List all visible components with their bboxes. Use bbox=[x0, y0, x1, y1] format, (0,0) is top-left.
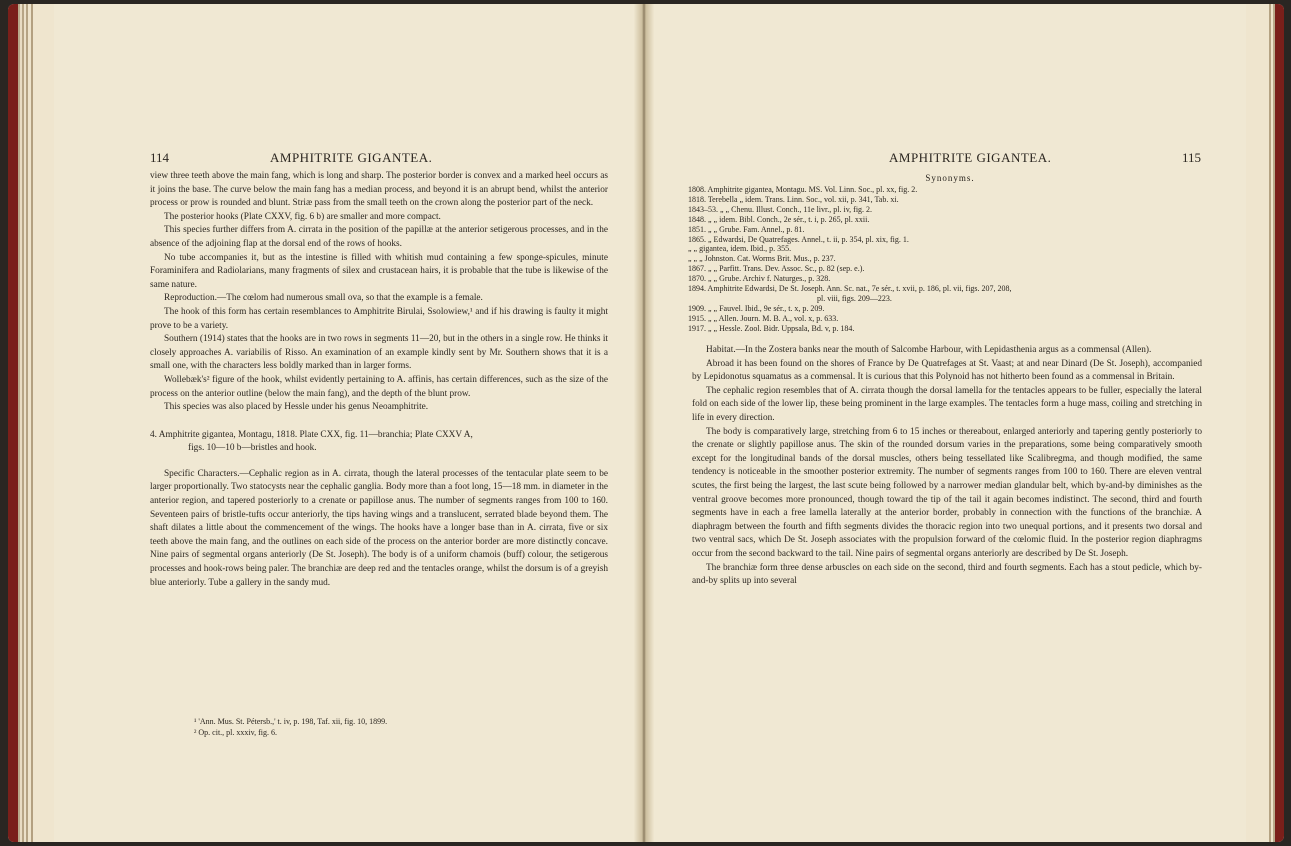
footnotes bbox=[150, 716, 608, 738]
synonym-entry: 1917. „ „ Hessle. Zool. Bidr. Uppsala, Bd. v, p. 184. bbox=[688, 323, 855, 333]
synonym-entry: 1848. „ „ idem. Bibl. Conch., 2e sér., t. i, p. 265, pl. xxii. bbox=[688, 214, 870, 224]
synonym-entry: 1909. „ „ Fauvel. Ibid., 9e sér., t. x, p. 209. bbox=[688, 303, 825, 313]
synonym-entry: 1867. „ „ Parfitt. Trans. Dev. Assoc. Sc., p. 82 (sep. e.). bbox=[688, 264, 865, 274]
paragraph: Abroad it has been found on the shores of France by De Quatrefages at St. Vaast; at and near Dinard (De St. Joseph), accompanied by Lepidonotus squamatus as a commensal. It is curious that this Polynoid has not hitherto been found as a commensal in Britain. bbox=[692, 358, 1202, 383]
synonym-entry: 1865. „ Edwardsi, De Quatrefages. Annel., t. ii, p. 354, pl. xix, fig. 1. bbox=[688, 234, 909, 244]
paragraph: The posterior hooks (Plate CXXV, fig. 6 b) are smaller and more compact. bbox=[164, 211, 441, 222]
synonym-entry: „ „ gigantea, idem. Ibid., p. 355. bbox=[688, 244, 792, 254]
paragraph: Reproduction.—The cœlom had numerous small ova, so that the example is a female. bbox=[164, 293, 483, 304]
running-head: AMPHITRITE GIGANTEA. bbox=[889, 150, 1052, 165]
footnote: ¹ 'Ann. Mus. St. Pétersb.,' t. iv, p. 198, Taf. xii, fig. 10, 1899. bbox=[194, 717, 388, 726]
page-number: 114 bbox=[150, 150, 170, 165]
synonym-entry: 1808. Amphitrite gigantea, Montagu. MS. Vol. Linn. Soc., pl. xx, fig. 2. bbox=[688, 185, 918, 194]
gutter bbox=[634, 4, 654, 842]
paragraph: The branchiæ form three dense arbuscles on each side on the second, third and fourth segments. Each has a stout pedicle, which by-and-by splits up into several bbox=[692, 562, 1202, 587]
paragraph: The body is comparatively large, stretching from 6 to 15 inches or thereabout, enlarged anteriorly and tapering gently posteriorly to the crenate or slightly papillose anus. The skin of the rounded dorsum varies in the preparations, some being comparatively smooth except for the longitudinal bands of the dorsal muscles, others being tessellated like Scalibregma, and though modified, the same tendency is noticeable in the smoother posterior extremity. The number of segments ranges from 100 to 160. There are eleven ventral scutes, the first being the largest, the last scute being followed by a narrower median glandular belt, which by-and-by diminishes as the ventral groove becomes more pronounced, though toward the tip of the tail it again becomes indistinct. The second, third and fourth segments have in each a free lamella laterally at the anterior border, probably in connection with the functions of the branchiæ. A diaphragm between the fourth and fifth segments divides the thoracic region into two unequal portions, and it presents two dorsal and two ventral sacs, which De St. Joseph associates with the propulsion forward of the cœlomic fluid. In the posterior region diaphragms occur from the second backward to the tail. Nine pairs of segmental organs anteriorly are described by De St. Joseph. bbox=[692, 426, 1202, 559]
paragraph: 4. Amphitrite gigantea, Montagu, 1818. Plate CXX, fig. 11—branchia; Plate CXXV A, bbox=[150, 429, 473, 440]
left-page bbox=[54, 4, 634, 842]
synonym-list bbox=[688, 185, 1198, 334]
right-page bbox=[654, 4, 1246, 842]
synonym-entry: 1818. Terebella „ idem. Trans. Linn. Soc., vol. xii, p. 341, Tab. xi. bbox=[688, 194, 899, 204]
paragraph: figs. 10—10 b—bristles and hook. bbox=[188, 443, 317, 454]
left-page-edges bbox=[8, 4, 54, 842]
paragraph: The hook of this form has certain resemblances to Amphitrite Birulai, Ssolowiew,¹ and if his drawing is faulty it might prove to be a variety. bbox=[150, 306, 608, 331]
running-head: AMPHITRITE GIGANTEA. bbox=[270, 150, 433, 165]
left-body-text bbox=[150, 170, 608, 590]
synonym-entry: 1843–53. „ „ Chenu. Illust. Conch., 11e livr., pl. iv, fig. 2. bbox=[688, 204, 873, 214]
synonym-entry: 1851. „ „ Grube. Fam. Annel., p. 81. bbox=[688, 224, 805, 234]
page-number: 115 bbox=[1182, 150, 1202, 165]
paragraph: This species further differs from A. cirrata in the position of the papillæ at the anterior setigerous processes, and in the absence of the adjoining flap at the dorsal end of the rows of hooks. bbox=[150, 225, 608, 249]
synonym-entry: pl. viii, figs. 209—223. bbox=[817, 293, 892, 303]
paragraph: Southern (1914) states that the hooks are in two rows in segments 11—20, but in the others in a single row. He thinks it closely approaches A. variabilis of Risso. An examination of an example kindly sent by Mr. Southern shows that it is a small one, with the characters less boldly marked than in larger forms. bbox=[150, 334, 608, 372]
synonym-entry: 1915. „ „ Allen. Journ. M. B. A., vol. x, p. 633. bbox=[688, 313, 839, 323]
paragraph: Habitat.—In the Zostera banks near the mouth of Salcombe Harbour, with Lepidasthenia argus as a commensal (Allen). bbox=[706, 345, 1152, 355]
right-body-text bbox=[692, 344, 1202, 589]
paragraph: view three teeth above the main fang, which is long and sharp. The posterior border is convex and a marked heel occurs as it joins the base. The curve below the main fang has a median process, and beyond it is an abrupt bend, whilst the anterior process or prow is rounded and blunt. Striæ pass from the small teeth on the crown along the posterior part of the neck. bbox=[150, 171, 608, 209]
paragraph: No tube accompanies it, but as the intestine is filled with whitish mud containing a few sponge-spicules, minute Foraminifera and Radiolarians, many fragments of silex and crustacean hairs, it is probable that the tube is likewise of the same nature. bbox=[150, 252, 608, 290]
paragraph: Specific Characters.—Cephalic region as in A. cirrata, though the lateral processes of the tentacular plate seem to be larger proportionally. Two statocysts near the cephalic ganglia. Body more than a foot long, 15—18 mm. in diameter in the anterior region, and tapered posteriorly to a crenate or papillose anus. The number of segments ranges from 100 to 160. Seventeen pairs of bristle-tufts occur anteriorly, the tips having wings and a translucent, serrated blade beyond them. The shaft dilates a little about the commencement of the wings. The hooks have a longer base than in A. cirrata, five or six teeth above the main fang, and the outlines on each side of the process on the anterior border are more distinctly concave. Nine pairs of segmental organs anteriorly (De St. Joseph). The body is of a uniform chamois (buff) colour, the setigerous processes and hook-rows being paler. The branchiæ are deep red and the tentacles orange, whilst the dorsum is of a greyish blue anteriorly. Tube a gallery in the sandy mud. bbox=[150, 468, 608, 588]
synonyms-title: Synonyms. bbox=[925, 173, 975, 183]
right-page-edges bbox=[1246, 4, 1284, 842]
synonym-entry: 1870. „ „ Grube. Archiv f. Naturges., p. 328. bbox=[688, 274, 831, 284]
paragraph: This species was also placed by Hessle under his genus Neoamphitrite. bbox=[164, 402, 429, 413]
synonym-entry: „ „ „ Johnston. Cat. Worms Brit. Mus., p. 237. bbox=[688, 254, 836, 264]
paragraph: Wollebæk's² figure of the hook, whilst evidently pertaining to A. affinis, has certain differences, such as the size of the process on the anterior outline (below the main fang), and the depth of the blunt prow. bbox=[150, 374, 608, 399]
book-spread bbox=[8, 4, 1284, 842]
footnote: ² Op. cit., pl. xxxiv, fig. 6. bbox=[194, 728, 277, 737]
synonym-entry: 1894. Amphitrite Edwardsi, De St. Joseph. Ann. Sc. nat., 7e sér., t. xvii, p. 186, pl. vii, figs. 207, 208, bbox=[688, 284, 1012, 294]
paragraph: The cephalic region resembles that of A. cirrata though the dorsal lamella for the tentacles appears to be fuller, especially the lateral fold on each side of the lower lip, these being prominent in the large examples. The tentacles form a huge mass, coiling and stretching in life in every direction. bbox=[692, 385, 1202, 423]
